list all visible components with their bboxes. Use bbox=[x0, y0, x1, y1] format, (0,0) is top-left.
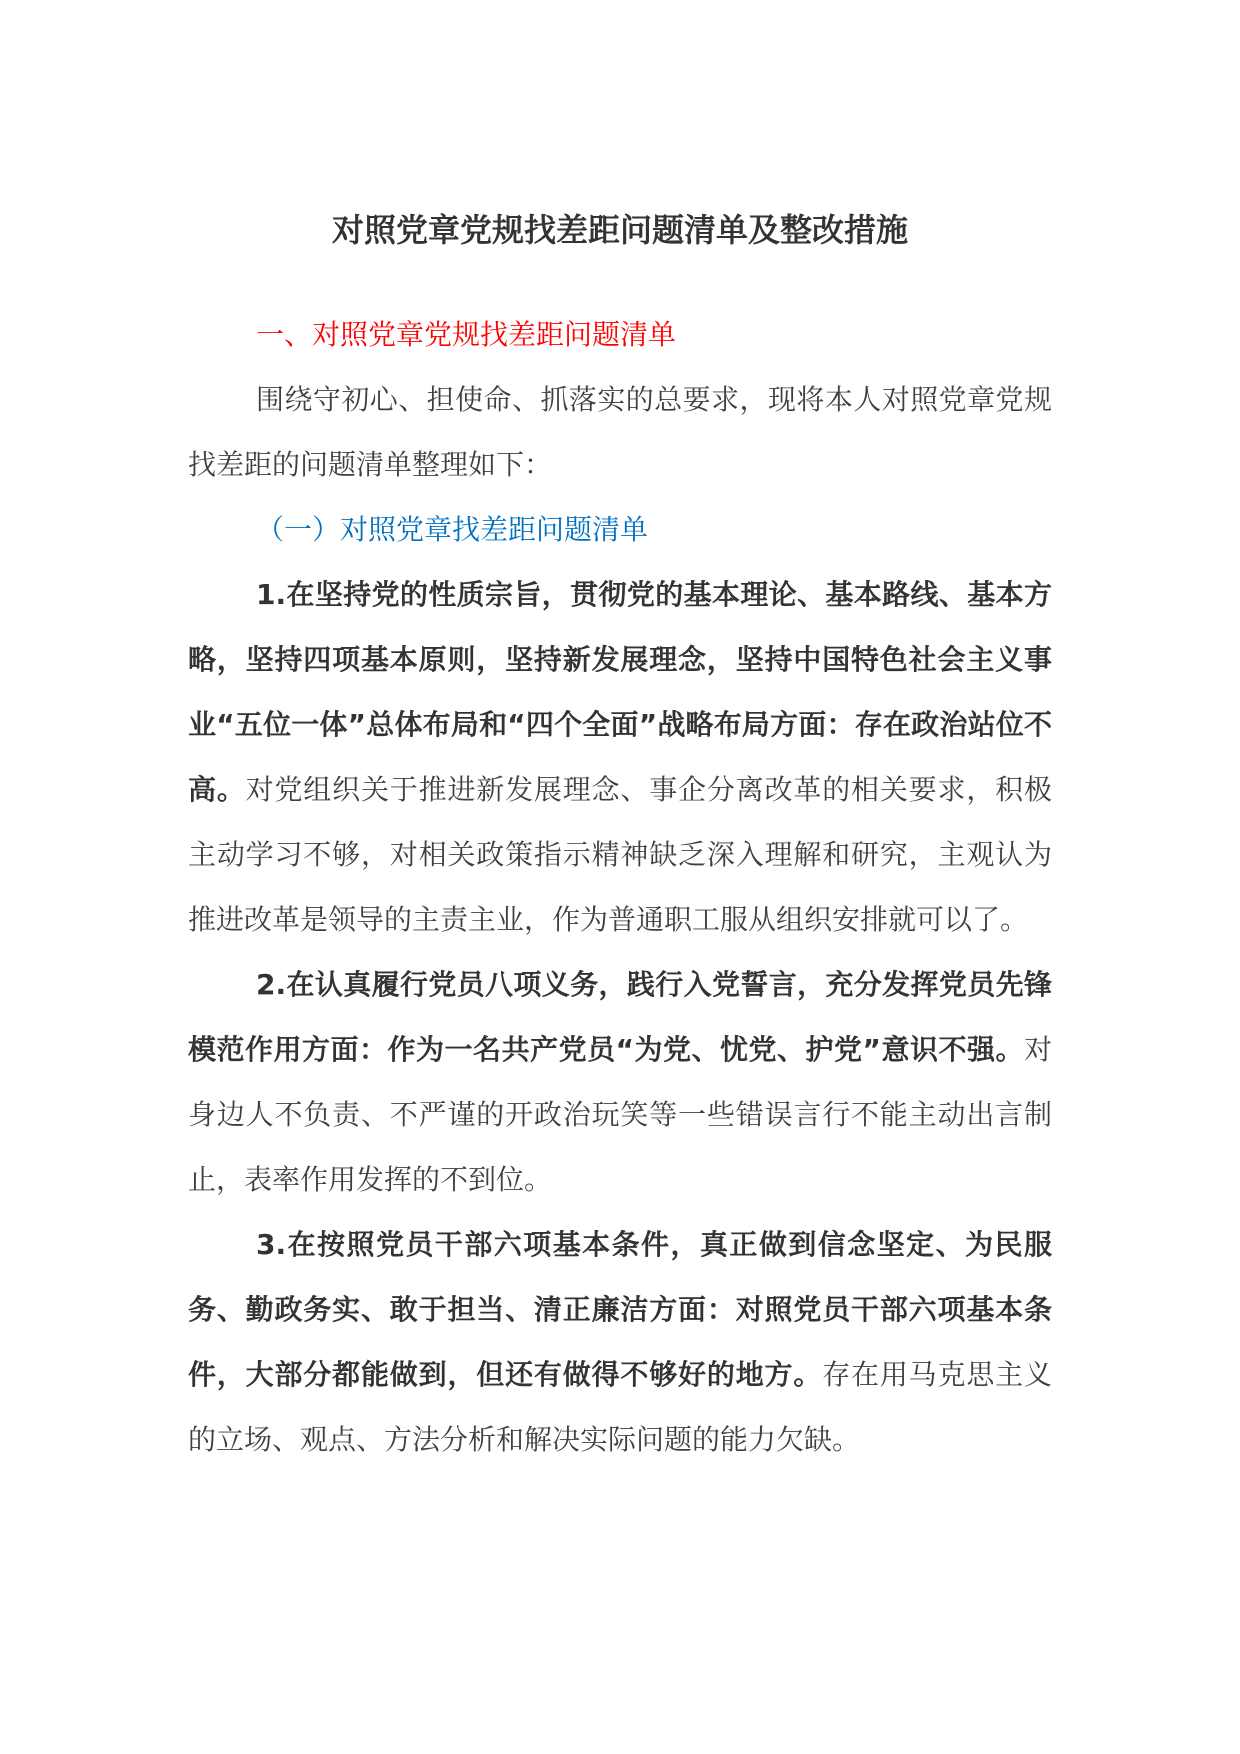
item-text: 存在用马克思主义的立场、观点、方法分析和解决实际问题的能力欠缺。 bbox=[188, 1358, 1052, 1456]
section-heading: 一、对照党章党规找差距问题清单 bbox=[256, 318, 677, 351]
item-bold-text: 3.在按照党员干部六项基本条件，真正做到信念坚定、为民服务、勤政务实、敢于担当、清正廉洁方面：对照党员干部六项基本条件，大部分都能做到，但还有做得不够好的地方。 bbox=[188, 1228, 1052, 1391]
item-bold-text: 1.在坚持党的性质宗旨，贯彻党的基本理论、基本路线、基本方略，坚持四项基本原则，坚持新发展理念，坚持中国特色社会主义事业“五位一体”总体布局和“四个全面”战略布局方面：存在政治站位不高。 bbox=[188, 578, 1052, 806]
list-item bbox=[188, 1212, 1052, 1472]
list-item bbox=[188, 952, 1052, 1212]
list-item bbox=[188, 562, 1052, 952]
document-title: 对照党章党规找差距问题清单及整改措施 bbox=[331, 211, 908, 249]
item-bold-text: 2.在认真履行党员八项义务，践行入党誓言，充分发挥党员先锋模范作用方面：作为一名共产党员“为党、忧党、护党”意识不强。 bbox=[188, 968, 1052, 1066]
subsection-heading: （一）对照党章找差距问题清单 bbox=[256, 513, 649, 546]
item-text: 对党组织关于推进新发展理念、事企分离改革的相关要求，积极主动学习不够，对相关政策指示精神缺乏深入理解和研究，主观认为推进改革是领导的主责主业，作为普通职工服从组织安排就可以了。 bbox=[188, 773, 1052, 936]
item-text: 对身边人不负责、不严谨的开政治玩笑等一些错误言行不能主动出言制止，表率作用发挥的不到位。 bbox=[188, 1033, 1052, 1196]
document-body bbox=[188, 302, 1052, 1472]
intro-paragraph: 围绕守初心、担使命、抓落实的总要求，现将本人对照党章党规找差距的问题清单整理如下： bbox=[188, 383, 1052, 481]
